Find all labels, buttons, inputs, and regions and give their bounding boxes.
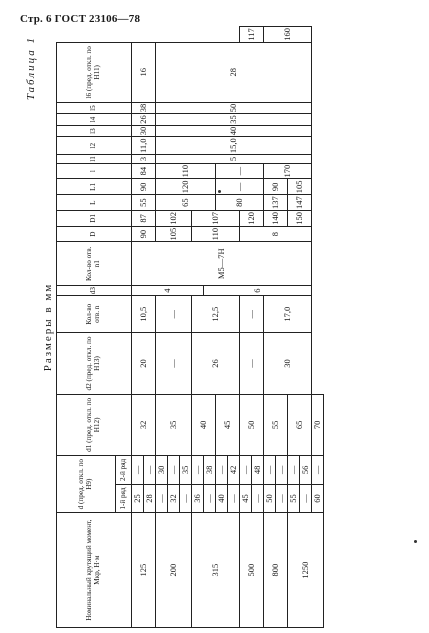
- cell: 25: [132, 484, 144, 513]
- cell: 3: [132, 155, 156, 164]
- cell: 117: [240, 27, 264, 43]
- page-header: Стр. 6 ГОСТ 23106—78: [20, 13, 141, 25]
- cell: 45: [240, 484, 252, 513]
- cell: 105: [156, 226, 192, 242]
- cell: —: [192, 456, 204, 485]
- cell: 110: [192, 226, 240, 242]
- torque-cell: 800: [264, 513, 288, 628]
- col-header-d-row1: 1-й ряд: [116, 484, 132, 513]
- col-header-d: d (пред. откл. по H9): [57, 456, 116, 513]
- cell: 70: [312, 394, 324, 455]
- col-header-d3: d3: [57, 286, 132, 296]
- cell: 160: [264, 27, 312, 43]
- cell: 28: [156, 42, 312, 102]
- cell: —: [132, 456, 144, 485]
- cell: —: [240, 296, 264, 333]
- cell: —: [180, 484, 192, 513]
- cell: 45: [216, 394, 240, 455]
- cell: 55: [132, 195, 156, 211]
- cell: 16: [132, 42, 156, 102]
- cell: 56: [300, 456, 312, 485]
- cell: 105: [288, 179, 312, 195]
- cell: 42: [228, 456, 240, 485]
- cell: 26: [132, 114, 156, 126]
- cell: —: [168, 456, 180, 485]
- cell: 90: [132, 226, 156, 242]
- cell: 35: [156, 394, 192, 455]
- col-header-D: D: [57, 226, 132, 242]
- cell: 32: [168, 484, 180, 513]
- cell: —: [276, 456, 288, 485]
- cell: 107: [192, 211, 240, 227]
- cell: 6: [204, 286, 312, 296]
- cell: —: [204, 484, 216, 513]
- col-header-l: l: [57, 163, 132, 179]
- cell: —: [156, 296, 192, 333]
- cell: 55: [264, 394, 288, 455]
- col-header-d1: d1 (пред. откл. по H12): [57, 394, 132, 455]
- cell: 102: [156, 211, 192, 227]
- cell: 4: [132, 286, 204, 296]
- cell: 15,0: [156, 137, 312, 155]
- cell: 90: [264, 179, 288, 195]
- cell: 80: [216, 195, 264, 211]
- torque-cell: 125: [132, 513, 156, 628]
- cell: 84: [132, 163, 156, 179]
- table-row: [132, 27, 144, 628]
- cell: 35: [156, 114, 312, 126]
- col-header-torque: Номинальный крутящий момент, Мкр, Н·м: [57, 513, 132, 628]
- cell: 137: [264, 195, 288, 211]
- cell: 30: [264, 333, 312, 394]
- table-row: [156, 27, 168, 628]
- cell: 12,5: [192, 296, 240, 333]
- cell: 55: [288, 484, 300, 513]
- cell: —: [216, 456, 228, 485]
- cell: 32: [132, 394, 156, 455]
- cell: 87: [132, 211, 156, 227]
- cell: 20: [132, 333, 156, 394]
- table-caption: Таблица 1: [25, 36, 37, 101]
- col-header-L: L: [57, 195, 132, 211]
- cell: 40: [216, 484, 228, 513]
- cell: 110: [156, 163, 216, 179]
- cell: 170: [264, 163, 312, 179]
- col-header-l2: l2: [57, 137, 132, 155]
- col-header-L1: L1: [57, 179, 132, 195]
- cell: М5—7Н: [132, 242, 312, 286]
- cell: —: [264, 456, 276, 485]
- col-header-d-row2: 2-й ряд: [116, 456, 132, 485]
- cell: 10,5: [132, 296, 156, 333]
- cell: 8: [240, 226, 312, 242]
- cell: 17,0: [264, 296, 312, 333]
- torque-cell: 200: [156, 513, 192, 628]
- torque-cell: 500: [240, 513, 264, 628]
- cell: —: [312, 456, 324, 485]
- rotated-table-block: [20, 26, 413, 628]
- cell: —: [156, 333, 192, 394]
- cell: 150: [288, 211, 312, 227]
- cell: 140: [264, 211, 288, 227]
- torque-cell: 315: [192, 513, 240, 628]
- cell: 120: [240, 211, 264, 227]
- cell: 30: [132, 125, 156, 137]
- cell: 120: [156, 179, 216, 195]
- cell: —: [228, 484, 240, 513]
- cell: 50: [264, 484, 276, 513]
- dimensions-table: [56, 26, 324, 628]
- cell: 147: [288, 195, 312, 211]
- cell: —: [252, 484, 264, 513]
- cell: —: [300, 484, 312, 513]
- cell: 36: [192, 484, 204, 513]
- col-header-l6: l6 (пред. откл. по H11): [57, 42, 132, 102]
- cell: —: [156, 484, 168, 513]
- scan-speck: [218, 190, 221, 193]
- cell: —: [216, 163, 264, 179]
- cell: —: [276, 484, 288, 513]
- cell: 11,0: [132, 137, 156, 155]
- cell: 5: [156, 155, 312, 164]
- cell: 30: [156, 456, 168, 485]
- cell: —: [240, 333, 264, 394]
- cell: 90: [132, 179, 156, 195]
- cell: 28: [144, 484, 156, 513]
- col-header-D1: D1: [57, 211, 132, 227]
- cell: 48: [252, 456, 264, 485]
- cell: —: [216, 179, 264, 195]
- col-header-l4: l4: [57, 114, 132, 126]
- col-header-l5: l5: [57, 102, 132, 114]
- cell: 40: [156, 125, 312, 137]
- cell: 38: [132, 102, 156, 114]
- torque-cell: 1250: [288, 513, 324, 628]
- cell: —: [288, 456, 300, 485]
- cell: 26: [192, 333, 240, 394]
- cell: 60: [312, 484, 324, 513]
- cell: 65: [156, 195, 216, 211]
- col-header-n: Кол-во отв. n: [57, 296, 132, 333]
- cell: 65: [288, 394, 312, 455]
- table-subtitle: Размеры в мм: [42, 282, 54, 372]
- cell: 50: [240, 394, 264, 455]
- table-header-row: [57, 27, 116, 628]
- cell: 50: [156, 102, 312, 114]
- cell: 40: [192, 394, 216, 455]
- col-header-l3: l3: [57, 125, 132, 137]
- scan-speck: [414, 540, 417, 543]
- col-header-l1: l1: [57, 155, 132, 164]
- cell: —: [240, 456, 252, 485]
- cell: 35: [180, 456, 192, 485]
- col-header-d2: d2 (пред. откл. по H13): [57, 333, 132, 394]
- cell: —: [144, 456, 156, 485]
- cell: 38: [204, 456, 216, 485]
- col-header-n1: Кол-во отв. n1: [57, 242, 132, 286]
